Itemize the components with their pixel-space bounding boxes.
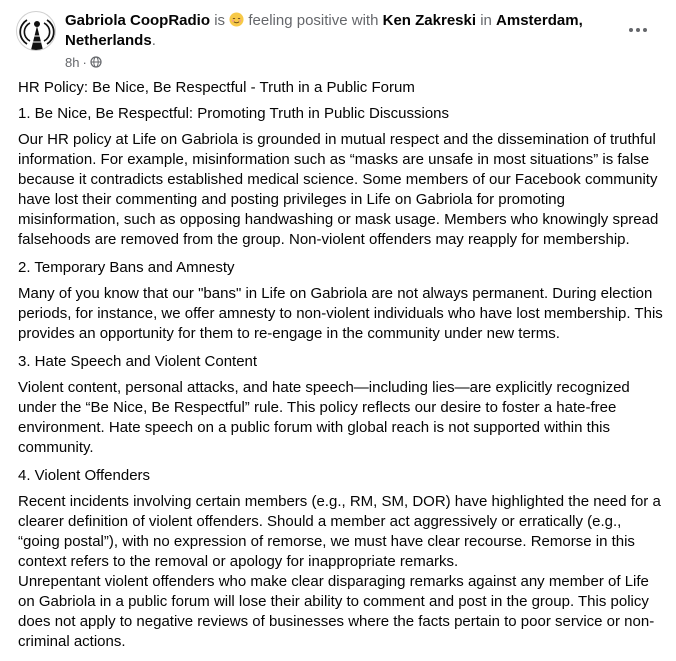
section-heading: 1. Be Nice, Be Respectful: Promoting Truth in Public Discussions <box>18 105 450 122</box>
relieved-face-emoji-icon <box>229 12 244 27</box>
section-heading: 3. Hate Speech and Violent Content <box>18 353 258 370</box>
location-link[interactable]: Amsterdam, Netherlands <box>65 12 583 49</box>
post-body <box>18 78 666 652</box>
period: . <box>151 32 156 49</box>
in-text: in <box>480 12 492 29</box>
avatar[interactable] <box>16 11 56 51</box>
more-dot-icon <box>643 28 647 32</box>
more-options-button[interactable] <box>620 20 656 40</box>
is-text: is <box>214 12 226 29</box>
post-header-text <box>65 11 605 51</box>
meta-separator: · <box>82 55 87 70</box>
radio-tower-logo-icon <box>17 12 56 51</box>
post-meta <box>65 55 102 71</box>
section-heading: 4. Violent Offenders <box>18 467 151 484</box>
section-heading: 2. Temporary Bans and Amnesty <box>18 259 235 276</box>
paragraph: Unrepentant violent offenders who make clear disparaging remarks against any member of Life on Gabriola in a public forum will lose their ability to comment and post in the group. This policy does not apply to negative reviews of businesses where the facts pertain to poor service or non-criminal actions. <box>18 573 655 650</box>
paragraph: Violent content, personal attacks, and hate speech—including lies—are explicitly recognized under the “Be Nice, Be Respectful” rule. This policy reflects our desire to foster a hate-free environment. Hate speech on a public forum with global reach is not supported within this community. <box>18 379 630 456</box>
paragraph: Recent incidents involving certain members (e.g., RM, SM, DOR) have highlighted the need for a clearer definition of violent offenders. Should a member act aggressively or erratically (e.g., “going postal”), with no expression of remorse, we must have clear recourse. Remorse in this context refers to the removal or apology for inappropriate remarks. <box>18 493 661 570</box>
more-dot-icon <box>636 28 640 32</box>
timestamp[interactable]: 8h <box>65 55 80 70</box>
paragraph: Our HR policy at Life on Gabriola is grounded in mutual respect and the dissemination of truthful information. For example, misinformation such as “masks are unsafe in most situations” is false because it contradicts established medical science. Some members of our Facebook community have lost their commenting and posting privileges in Life on Gabriola for promoting misinformation, such as opposing handwashing or mask usage. Members who knowingly spread falsehoods are removed from the group. Non-violent offenders may reapply for membership. <box>18 131 659 248</box>
more-dot-icon <box>629 28 633 32</box>
tagged-user[interactable]: Ken Zakreski <box>382 12 477 29</box>
post-title: HR Policy: Be Nice, Be Respectful - Truth in a Public Forum <box>18 79 415 96</box>
author-name[interactable]: Gabriola CoopRadio <box>65 12 211 29</box>
feeling-text: feeling positive with <box>248 12 379 29</box>
globe-icon[interactable] <box>90 56 102 68</box>
paragraph: Many of you know that our "bans" in Life on Gabriola are not always permanent. During election periods, for instance, we offer amnesty to non-violent individuals who have lost membership. This provides an opportunity for them to re-engage in the community under new terms. <box>18 285 663 342</box>
